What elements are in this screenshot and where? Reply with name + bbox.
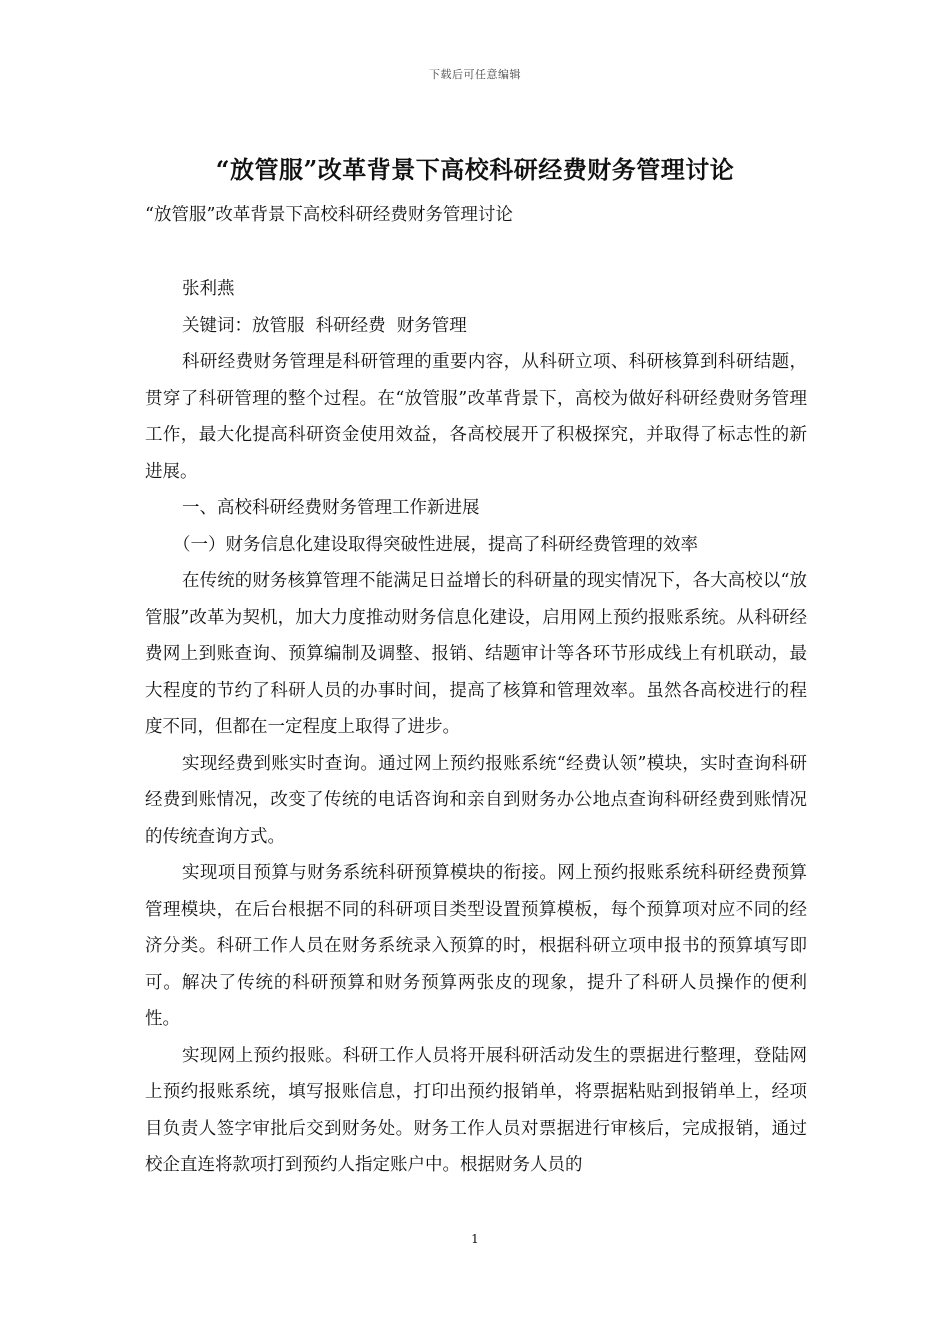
paragraph-body: 在传统的财务核算管理不能满足日益增长的科研量的现实情况下，各大高校以“放管服”改革为契机，加大力度推动财务信息化建设，启用网上预约报账系统。从科研经费网上到账查询、预算编制及调整、报销、结题审计等各环节形成线上有机联动，最大程度的节约了科研人员的办事时间，提高了核算和管理效率。虽然各高校进行的程度不同，但都在一定程度上取得了进步。 <box>145 571 807 737</box>
paragraph-body: 实现项目预算与财务系统科研预算模块的衔接。网上预约报账系统科研经费预算管理模块，在后台根据不同的科研项目类型设置预算模板，每个预算项对应不同的经济分类。科研工作人员在财务系统录入预算的时，根据科研立项申报书的预算填写即可。解决了传统的科研预算和财务预算两张皮的现象，提升了科研人员操作的便利性。 <box>145 863 807 1029</box>
author-text: 张利燕 <box>182 279 235 299</box>
section-heading-1: 一、高校科研经费财务管理工作新进展 <box>182 498 480 518</box>
keywords <box>145 308 807 345</box>
page-number: 1 <box>471 1232 479 1246</box>
paragraph-body: 实现经费到账实时查询。通过网上预约报账系统“经费认领”模块，实时查询科研经费到账情况，改变了传统的电话咨询和亲自到财务办公地点查询科研经费到账情况的传统查询方式。 <box>145 753 807 847</box>
header-note: 下载后可任意编辑 <box>429 68 521 81</box>
keywords-text: 关键词：放管服 科研经费 财务管理 <box>182 316 467 336</box>
subsection-heading-1: （一）财务信息化建设取得突破性进展，提高了科研经费管理的效率 <box>173 534 698 555</box>
paragraph-body: 实现网上预约报账。科研工作人员将开展科研活动发生的票据进行整理，登陆网上预约报账系统，填写报账信息，打印出预约报销单，将票据粘贴到报销单上，经项目负责人签字审批后交到财务处。财务工作人员对票据进行审核后，完成报销，通过校企直连将款项打到预约人指定账户中。根据财务人员的 <box>145 1045 807 1175</box>
document-subtitle: “放管服”改革背景下高校科研经费财务管理讨论 <box>145 205 513 225</box>
paragraph-intro: 科研经费财务管理是科研管理的重要内容，从科研立项、科研核算到科研结题，贯穿了科研管理的整个过程。在“放管服”改革背景下，高校为做好科研经费财务管理工作，最大化提高科研资金使用效益，各高校展开了积极探究，并取得了标志性的新进展。 <box>145 352 807 482</box>
author-name <box>145 271 807 308</box>
main-body <box>145 344 807 1184</box>
document-title: “放管服”改革背景下高校科研经费财务管理讨论 <box>215 155 735 184</box>
